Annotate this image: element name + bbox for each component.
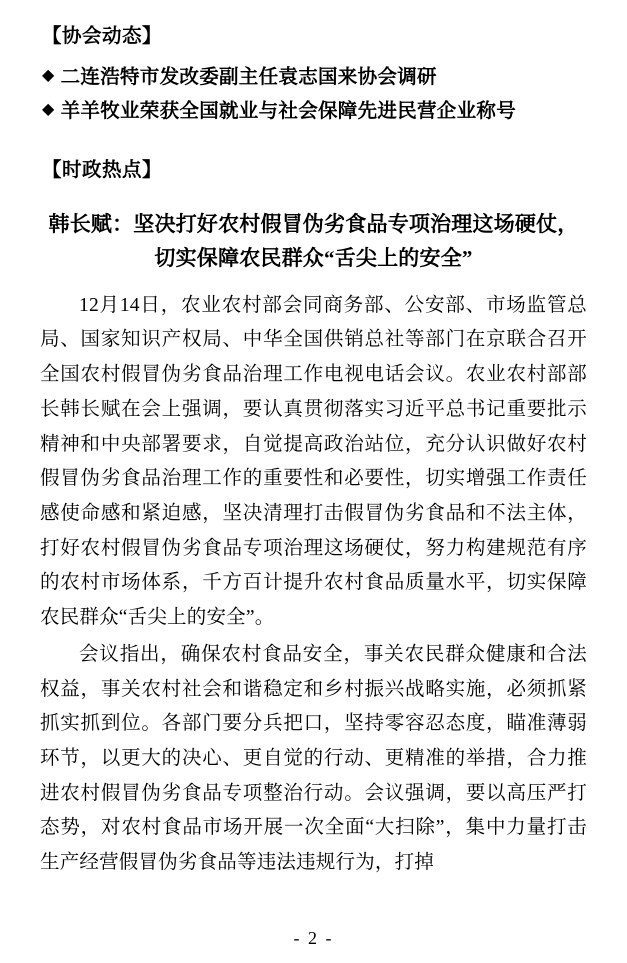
diamond-bullet-icon: ◆ [42, 101, 55, 119]
list-item-label: 二连浩特市发改委副主任袁志国来协会调研 [60, 67, 437, 89]
list-item [40, 61, 587, 95]
section-heading-current-affairs: 【时政热点】 [42, 159, 163, 181]
page-number: - 2 - [293, 928, 334, 948]
paragraph: 会议指出，确保农村食品安全，事关农民群众健康和合法权益，事关农村社会和谐稳定和乡村振兴战略实施，必须抓紧抓实抓到位。各部门要分兵把口，坚持零容忍态度，瞄准薄弱环节，以更大的决心、更自觉的行动、更精准的举措，合力推进农村假冒伪劣食品专项整治行动。会议强调，要以高压严打态势，对农村食品市场开展一次全面“大扫除”，集中力量打击生产经营假冒伪劣食品等违法违规行为，打掉 [40, 643, 587, 874]
diamond-bullet-icon: ◆ [42, 67, 55, 85]
list-item [40, 95, 587, 129]
association-news-list [40, 61, 587, 129]
list-item-label: 羊羊牧业荣获全国就业与社会保障先进民营企业称号 [60, 101, 517, 123]
paragraph: 12月14日，农业农村部会同商务部、公安部、市场监管总局、国家知识产权局、中华全国供销总社等部门在京联合召开全国农村假冒伪劣食品治理工作电视电话会议。农业农村部部长韩长赋在会上强调，要认真贯彻落实习近平总书记重要批示精神和中央部署要求，自觉提高政治站位，充分认识做好农村假冒伪劣食品治理工作的重要性和必要性，切实增强工作责任感使命感和紧迫感，坚决清理打击假冒伪劣食品和不法主体，打好农村假冒伪劣食品专项治理这场硬仗，努力构建规范有序的农村市场体系，千方百计提升农村食品质量水平，切实保障农民群众“舌尖上的安全”。 [40, 294, 587, 629]
article-body [40, 289, 587, 881]
article-title: 韩长赋：坚决打好农村假冒伪劣食品专项治理这场硬仗，切实保障农民群众“舌尖上的安全” [48, 211, 579, 270]
section-heading-association-news: 【协会动态】 [42, 26, 163, 47]
